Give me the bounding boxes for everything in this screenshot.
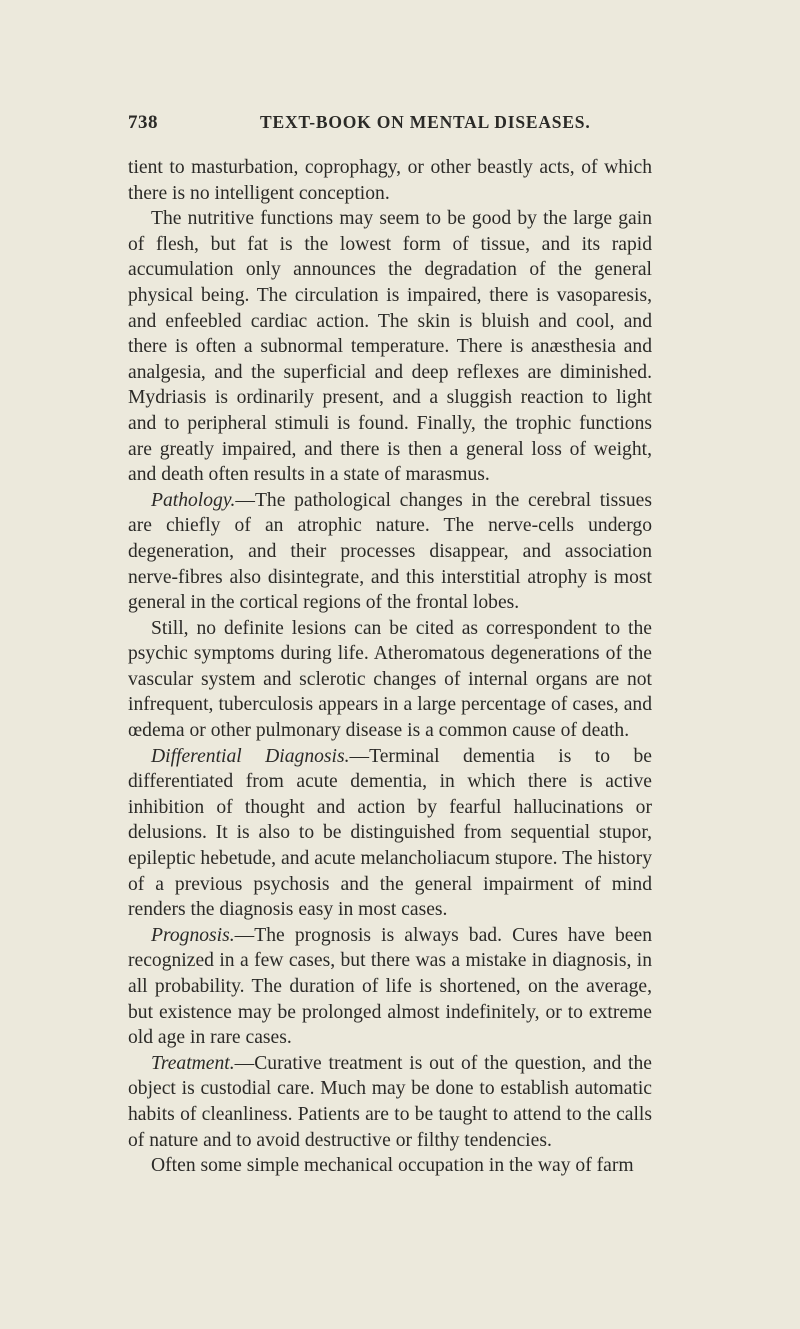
page-number: 738 [128, 112, 158, 133]
paragraph-prognosis [128, 923, 652, 1051]
paragraph-text: Often some simple mechanical occupation in the way of farm [151, 1155, 634, 1177]
paragraph-nutritive-functions [128, 206, 652, 488]
paragraph-differential-diagnosis [128, 744, 652, 923]
paragraph-text: —The pathological changes in the cerebral tissues are chiefly of an atrophic nature. The nerve-cells undergo degeneration, and their processes disappear, and association nerve-fibres also disintegrate, and this interstitial atrophy is most general in the cortical regions of the frontal lobes. [128, 489, 652, 614]
section-heading-differential-diagnosis: Differential Diagnosis. [151, 745, 350, 767]
paragraph-text: —Curative treatment is out of the question, and the object is custodial care. Much may be done to establish automatic habits of cleanliness. Patients are to be taught to attend to the calls of nature and to avoid destructive or filthy tendencies. [128, 1052, 652, 1151]
paragraph-text: —Terminal dementia is to be differentiated from acute dementia, in which there is active inhibition of thought and action by fearful hallucinations or delusions. It is also to be distinguished from sequential stupor, epileptic hebetude, and acute melancholiacum stupore. The history of a previous psychosis and the general impairment of mind renders the diagnosis easy in most cases. [128, 745, 652, 921]
paragraph-treatment [128, 1051, 652, 1153]
section-heading-treatment: Treatment. [151, 1052, 235, 1074]
running-title: TEXT-BOOK ON MENTAL DISEASES. [260, 112, 591, 132]
body-text [128, 155, 652, 1179]
paragraph-text: The nutritive functions may seem to be good by the large gain of flesh, but fat is the lowest form of tissue, and its rapid accumulation only announces the degradation of the general physical being. The circulation is impaired, there is vasoparesis, and enfeebled cardiac action. The skin is bluish and cool, and there is often a subnormal temperature. There is anæsthesia and analgesia, and the superficial and deep reflexes are diminished. Mydriasis is ordinarily present, and a sluggish reaction to light and to peripheral stimuli is found. Finally, the trophic functions are greatly impaired, and there is then a general loss of weight, and death often results in a state of marasmus. [128, 208, 652, 486]
paragraph-continued [128, 155, 652, 206]
section-heading-pathology: Pathology. [151, 489, 236, 511]
running-head [128, 112, 656, 140]
paragraph-lesions [128, 616, 652, 744]
section-heading-prognosis: Prognosis. [151, 924, 235, 946]
paragraph-pathology [128, 488, 652, 616]
paragraph-text: Still, no definite lesions can be cited as correspondent to the psychic symptoms during life. Atheromatous degenerations of the vascular system and sclerotic changes of internal organs are not infrequent, tuberculosis appears in a large percentage of cases, and œdema or other pulmonary disease is a common cause of death. [128, 617, 652, 742]
paragraph-occupation [128, 1153, 652, 1179]
paragraph-text: tient to masturbation, coprophagy, or other beastly acts, of which there is no intelligent conception. [128, 157, 652, 204]
paragraph-text: —The prognosis is always bad. Cures have been recognized in a few cases, but there was a mistake in diagnosis, in all probability. The duration of life is shortened, on the average, but existence may be prolonged almost indefinitely, or to extreme old age in rare cases. [128, 924, 652, 1049]
